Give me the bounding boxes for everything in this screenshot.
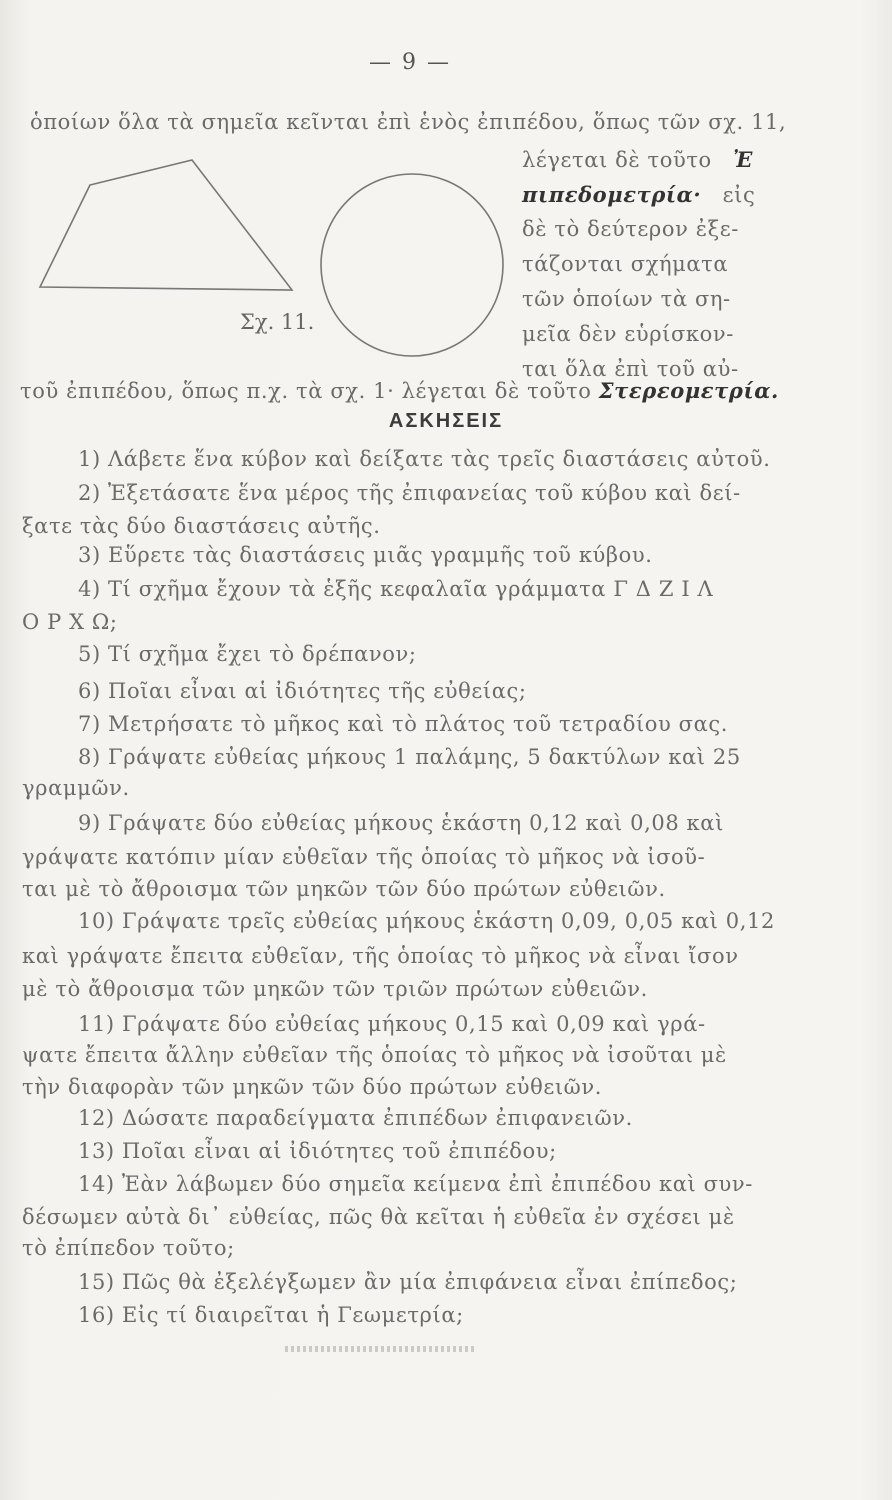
page-number: — 9 — [369,50,451,75]
intro-last-line-text: τοῦ ἐπιπέδου, ὅπως π.χ. τὰ σχ. 1· λέγεται δὲ τοῦτο [20,379,592,403]
side-line-7: ται ὅλα ἐπὶ τοῦ αὐ- [522,357,739,381]
exercise-line: 14) Ἐὰν λάβωμεν δύο σημεῖα κείμενα ἐπὶ ἐπιπέδου καὶ συν- [78,1172,753,1196]
term-epipedometria: πιπεδομετρία· [522,182,702,207]
exercise-line: 15) Πῶς θὰ ἐξελέγξωμεν ἂν μία ἐπιφάνεια εἶναι ἐπίπεδος; [78,1270,738,1294]
figure-11 [0,0,892,400]
decorative-rule [285,1346,475,1352]
exercises-heading: ΑΣΚΗΣΕΙΣ [388,410,504,432]
exercise-line: 12) Δώσατε παραδείγματα ἐπιπέδων ἐπιφανειῶν. [78,1106,633,1130]
exercise-line: 5) Τί σχῆμα ἔχει τὸ δρέπανον; [78,642,417,666]
side-line-5: τῶν ὁποίων τὰ ση- [522,287,731,311]
side-line-6: μεῖα δὲν εὑρίσκον- [522,322,734,346]
exercise-line: τὸ ἐπίπεδον τοῦτο; [22,1236,235,1260]
exercise-line: 10) Γράψατε τρεῖς εὐθείας μήκους ἑκάστη 0,09, 0,05 καὶ 0,12 [78,909,775,933]
exercise-line: ξατε τὰς δύο διαστάσεις αὐτῆς. [22,514,381,538]
side-line-2 [522,182,755,207]
exercise-line: 11) Γράψατε δύο εὐθείας μήκους 0,15 καὶ 0,09 καὶ γρά- [78,1012,706,1036]
side-line-3: δὲ τὸ δεύτερον ἐξε- [522,217,739,241]
exercise-line: 3) Εὕρετε τὰς διαστάσεις μιᾶς γραμμῆς τοῦ κύβου. [78,543,653,567]
exercise-line: γραμμῶν. [22,776,130,800]
exercise-line: 8) Γράψατε εὐθείας μήκους 1 παλάμης, 5 δακτύλων καὶ 25 [78,745,741,769]
quadrilateral-shape [40,160,292,290]
term-stereometria: Στερεομετρία. [598,378,779,403]
exercise-line: καὶ γράψατε ἔπειτα εὐθεῖαν, τῆς ὁποίας τὸ μῆκος νὰ εἶναι ἴσον [22,944,739,968]
side-line-2-eis: εἰς [722,183,756,207]
intro-line-1: ὁποίων ὅλα τὰ σημεῖα κεῖνται ἐπὶ ἑνὸς ἐπιπέδου, ὅπως τῶν σχ. 11, [30,110,787,134]
exercise-line: Ο Ρ Χ Ω; [22,610,118,634]
exercise-line: ται μὲ τὸ ἄθροισμα τῶν μηκῶν τῶν δύο πρώτων εὐθειῶν. [22,877,666,901]
side-line-4: τάζονται σχήματα [522,252,729,276]
exercise-line: 16) Εἰς τί διαιρεῖται ἡ Γεωμετρία; [78,1303,464,1327]
circle-shape [321,174,503,356]
exercise-line: 9) Γράψατε δύο εὐθείας μήκους ἑκάστη 0,12 καὶ 0,08 καὶ [78,811,724,835]
exercise-line: 6) Ποῖαι εἶναι αἱ ἰδιότητες τῆς εὐθείας; [78,679,527,703]
side-line-1-text: λέγεται δὲ τοῦτο [522,148,712,172]
exercise-line: 13) Ποῖαι εἶναι αἱ ἰδιότητες τοῦ ἐπιπέδου; [78,1139,557,1163]
exercise-line: γράψατε κατόπιν μίαν εὐθεῖαν τῆς ὁποίας τὸ μῆκος νὰ ἰσοῦ- [22,845,706,869]
exercise-line: δέσωμεν αὐτὰ δι᾽ εὐθείας, πῶς θὰ κεῖται ἡ εὐθεῖα ἐν σχέσει μὲ [22,1205,735,1229]
bold-letter-E: Ἐ [733,147,753,172]
exercise-line: 7) Μετρήσατε τὸ μῆκος καὶ τὸ πλάτος τοῦ τετραδίου σας. [78,712,729,736]
exercise-line: ψατε ἔπειτα ἄλλην εὐθεῖαν τῆς ὁποίας τὸ μῆκος νὰ ἰσοῦται μὲ [22,1043,727,1067]
figure-label: Σχ. 11. [240,310,315,334]
intro-last-line [20,378,779,403]
exercise-line: μὲ τὸ ἄθροισμα τῶν μηκῶν τῶν τριῶν πρώτων εὐθειῶν. [22,977,648,1001]
exercise-line: τὴν διαφορὰν τῶν μηκῶν τῶν δύο πρώτων εὐθειῶν. [22,1075,603,1099]
side-line-1 [522,147,753,172]
exercise-line: 1) Λάβετε ἕνα κύβον καὶ δείξατε τὰς τρεῖς διαστάσεις αὐτοῦ. [78,447,771,471]
exercise-line: 4) Τί σχῆμα ἔχουν τὰ ἑξῆς κεφαλαῖα γράμματα Γ Δ Ζ Ι Λ [78,577,714,601]
exercise-line: 2) Ἐξετάσατε ἕνα μέρος τῆς ἐπιφανείας τοῦ κύβου καὶ δεί- [78,481,741,505]
